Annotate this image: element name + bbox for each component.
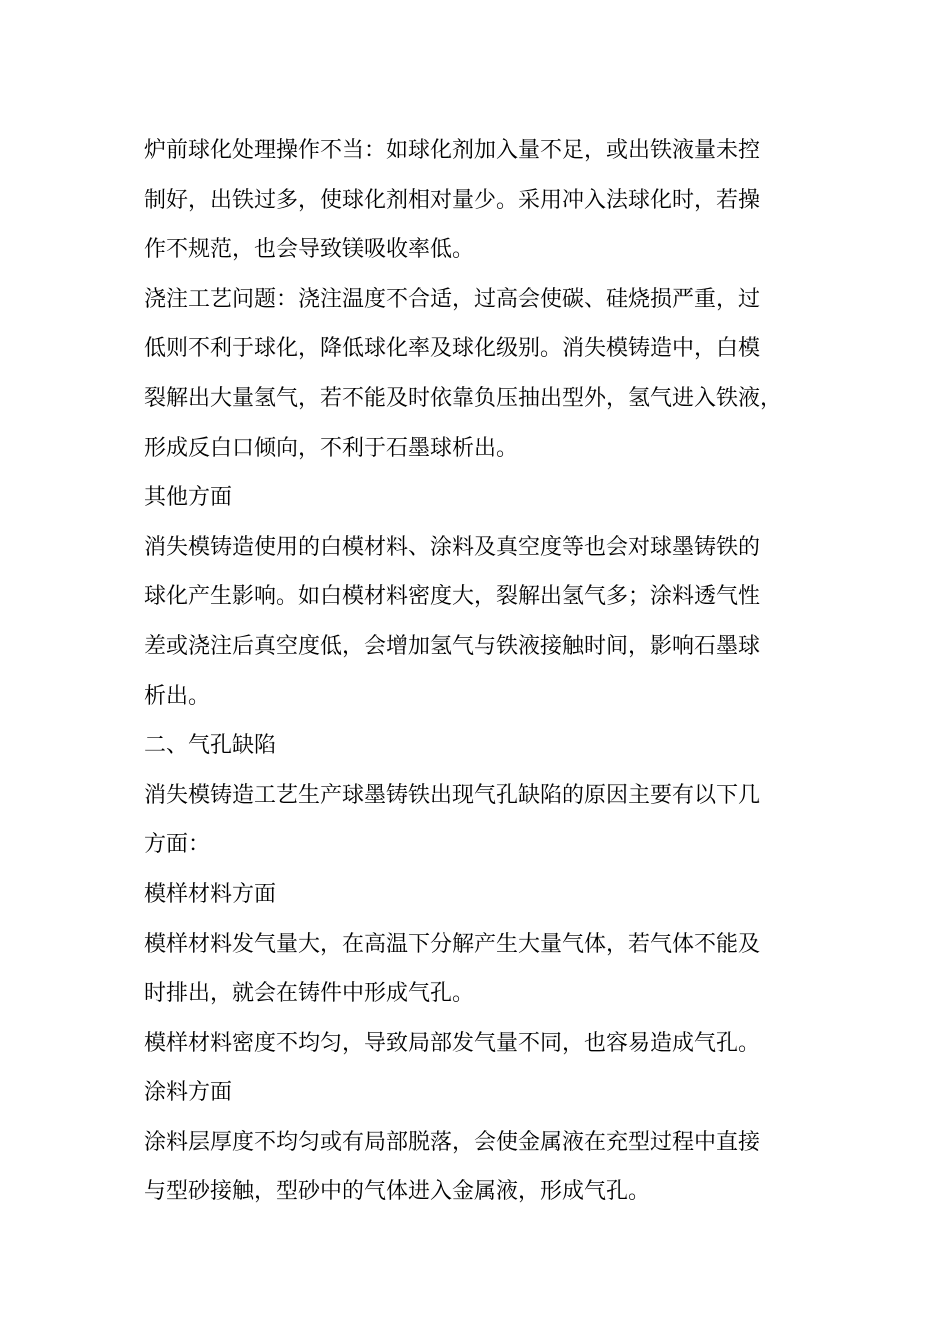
paragraph-line: 裂解出大量氢气，若不能及时依靠负压抽出型外，氢气进入铁液， [144,385,783,411]
paragraph-line: 消失模铸造工艺生产球墨铸铁出现气孔缺陷的原因主要有以下几 [144,782,761,808]
paragraph-line: 低则不利于球化，降低球化率及球化级别。消失模铸造中，白模 [144,336,761,362]
paragraph-line: 涂料层厚度不均匀或有局部脱落，会使金属液在充型过程中直接 [144,1129,761,1155]
section-heading: 其他方面 [144,485,233,511]
paragraph-line: 析出。 [144,683,211,709]
paragraph-line: 模样材料发气量大，在高温下分解产生大量气体，若气体不能及 [144,931,761,957]
paragraph-line: 方面： [144,832,211,858]
paragraph-line: 形成反白口倾向，不利于石墨球析出。 [144,435,519,461]
paragraph-line: 制好，出铁过多，使球化剂相对量少。采用冲入法球化时，若操 [144,187,761,213]
section-heading: 二、气孔缺陷 [144,733,277,759]
paragraph-line: 差或浇注后真空度低，会增加氢气与铁液接触时间，影响石墨球 [144,633,761,659]
section-heading: 模样材料方面 [144,881,277,907]
paragraph-line: 消失模铸造使用的白模材料、涂料及真空度等也会对球墨铸铁的 [144,534,761,560]
paragraph-line: 球化产生影响。如白模材料密度大，裂解出氢气多；涂料透气性 [144,584,761,610]
paragraph-line: 作不规范，也会导致镁吸收率低。 [144,237,475,263]
paragraph-line: 炉前球化处理操作不当：如球化剂加入量不足，或出铁液量未控 [144,138,761,163]
paragraph-line: 模样材料密度不均匀，导致局部发气量不同，也容易造成气孔。 [144,1030,761,1056]
document-body [144,126,824,1217]
section-heading: 涂料方面 [144,1080,233,1106]
paragraph-line: 与型砂接触，型砂中的气体进入金属液，形成气孔。 [144,1179,651,1205]
paragraph-line: 时排出，就会在铸件中形成气孔。 [144,981,475,1007]
paragraph-line: 浇注工艺问题：浇注温度不合适，过高会使碳、硅烧损严重，过 [144,286,761,312]
